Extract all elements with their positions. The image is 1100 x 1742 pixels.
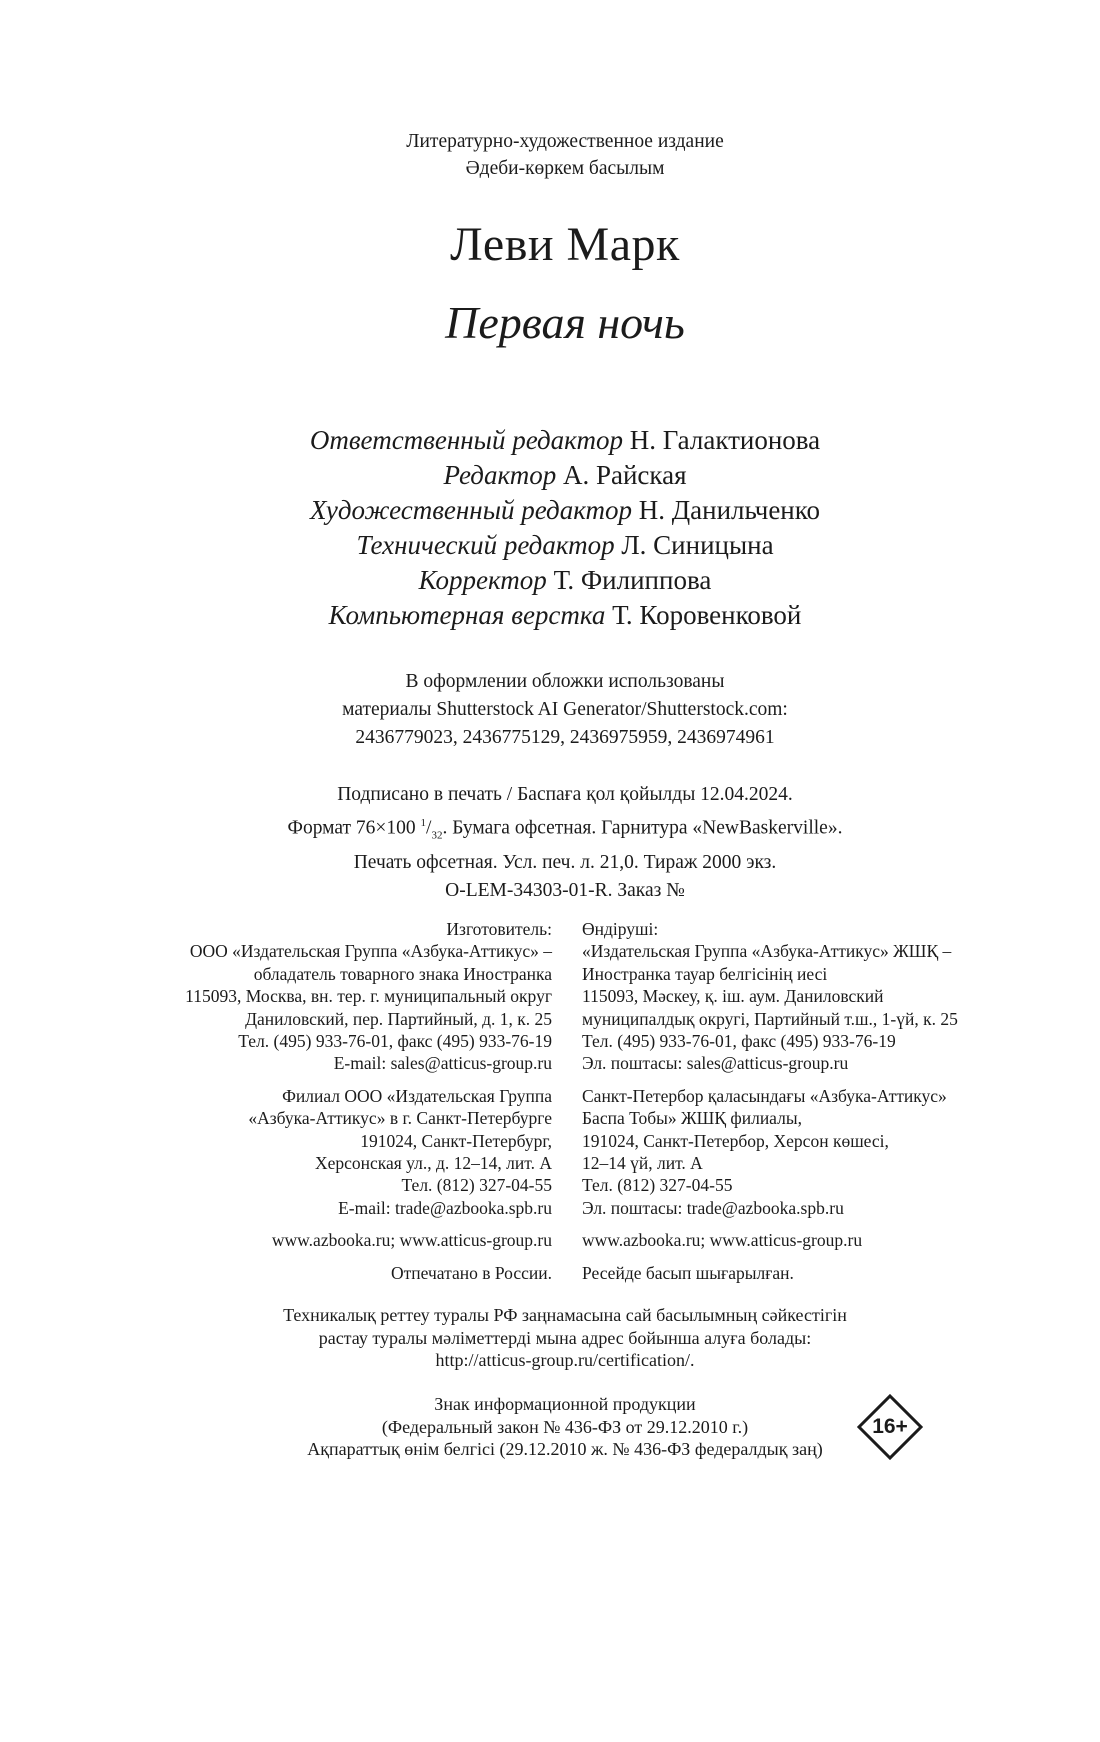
- format-prefix: Формат 76×100: [287, 817, 421, 839]
- branch-line: 191024, Санкт-Петербург,: [360, 1130, 552, 1151]
- staff-role: Редактор: [443, 460, 557, 490]
- staff-person: А. Райская: [562, 460, 687, 490]
- staff-role: Компьютерная верстка: [328, 600, 606, 630]
- staff-line: [0, 598, 1100, 633]
- staff-credits: [0, 423, 1100, 633]
- staff-role: Корректор: [418, 565, 547, 595]
- manufacturer-line: муниципалдық округі, Партийный т.ш., 1-үй, к. 25: [582, 1008, 958, 1029]
- manufacturer-line: Даниловский, пер. Партийный, д. 1, к. 25: [245, 1008, 552, 1029]
- manufacturer-line: Өндіруші:: [582, 919, 659, 939]
- branch-line: Херсонская ул., д. 12–14, лит. А: [314, 1153, 552, 1174]
- print-info: [0, 781, 1100, 905]
- manufacturer-line: Иностранка тауар белгісінің иесі: [582, 963, 828, 984]
- staff-person: Т. Филиппова: [553, 565, 712, 595]
- edition-type: [0, 128, 1100, 182]
- certification-line: растау туралы мәліметтерді мына адрес бойынша алуға болады:: [318, 1327, 812, 1348]
- manufacturer-line: 115093, Москва, вн. тер. г. муниципальный округ: [185, 986, 552, 1007]
- websites-line: www.azbooka.ru; www.atticus-group.ru: [582, 1230, 863, 1251]
- branch-line: Санкт-Петербор қаласындағы «Азбука-Аттикус»: [582, 1085, 947, 1106]
- staff-line: [0, 458, 1100, 493]
- info-sign-line: Ақпараттық өнім белгісі (29.12.2010 ж. № 436-ФЗ федералдық заң): [307, 1439, 823, 1459]
- manufacturer-line: 115093, Мәскеу, қ. іш. аум. Даниловский: [582, 986, 884, 1007]
- branch-line: Тел. (812) 327-04-55: [401, 1175, 552, 1196]
- cover-credits: [0, 668, 1100, 752]
- branch-line: «Азбука-Аттикус» в г. Санкт-Петербурге: [248, 1108, 552, 1129]
- manufacturer-line: «Издательская Группа «Азбука-Аттикус» ЖШҚ –: [582, 941, 952, 962]
- branch-email: E-mail: trade@azbooka.spb.ru: [338, 1197, 552, 1218]
- column-kazakh: [582, 918, 1022, 1284]
- websites-line: www.azbooka.ru; www.atticus-group.ru: [271, 1230, 552, 1251]
- manufacturer-line: ООО «Издательская Группа «Азбука-Аттикус» –: [189, 941, 552, 962]
- manufacturer-line: обладатель товарного знака Иностранка: [253, 963, 552, 984]
- cover-credit-line: 2436779023, 2436775129, 2436975959, 2436974961: [355, 727, 775, 748]
- manufacturer-line: Изготовитель:: [446, 919, 552, 939]
- author-name: Леви Марк: [450, 218, 680, 271]
- branch-line: Баспа Тобы» ЖШҚ филиалы,: [582, 1108, 802, 1129]
- staff-person: Н. Данильченко: [638, 495, 821, 525]
- format-numerator: 1: [420, 817, 427, 829]
- manufacturer-line: Тел. (495) 933-76-01, факс (495) 933-76-19: [582, 1031, 896, 1052]
- edition-type-ru: Литературно-художественное издание: [406, 131, 724, 152]
- staff-line: [0, 493, 1100, 528]
- format-slash: /: [426, 817, 432, 839]
- branch-line: 12–14 үй, лит. А: [582, 1153, 703, 1174]
- certification-line: Техникалық реттеу туралы РФ заңнамасына сай басылымның сәйкестігін: [283, 1305, 847, 1325]
- staff-line: [0, 528, 1100, 563]
- staff-person: Т. Коровенковой: [612, 600, 802, 630]
- manufacturer-email: Эл. поштасы: sales@atticus-group.ru: [582, 1053, 849, 1074]
- edition-type-kz: Әдеби-көркем басылым: [465, 158, 665, 179]
- format-line: [0, 809, 1100, 849]
- cover-credit-line: В оформлении обложки использованы: [405, 671, 725, 692]
- branch-line: Тел. (812) 327-04-55: [582, 1175, 733, 1196]
- format-denominator: 32: [431, 829, 443, 842]
- staff-line: [0, 423, 1100, 458]
- staff-line: [0, 563, 1100, 598]
- staff-role: Художественный редактор: [309, 495, 632, 525]
- print-line: Печать офсетная. Усл. печ. л. 21,0. Тираж 2000 экз.: [353, 852, 777, 874]
- staff-role: Ответственный редактор: [309, 425, 623, 455]
- age-rating-label: 16+: [872, 1415, 908, 1438]
- book-title: Первая ночь: [445, 297, 685, 348]
- printed-in-line: Ресейде басып шығарылған.: [582, 1262, 794, 1283]
- info-product-sign: [0, 1393, 1100, 1461]
- staff-person: Н. Галактионова: [629, 425, 821, 455]
- info-sign-line: (Федеральный закон № 436-ФЗ от 29.12.2010 г.): [381, 1416, 749, 1437]
- cover-credit-line: материалы Shutterstock AI Generator/Shutterstock.com:: [342, 699, 788, 720]
- manufacturer-email: E-mail: sales@atticus-group.ru: [333, 1053, 552, 1074]
- format-suffix: . Бумага офсетная. Гарнитура «NewBaskerville».: [442, 817, 843, 839]
- order-line: O-LEM-34303-01-R. Заказ №: [445, 880, 685, 902]
- branch-email: Эл. поштасы: trade@azbooka.spb.ru: [582, 1197, 844, 1218]
- info-sign-line: Знак информационной продукции: [434, 1394, 696, 1414]
- staff-person: Л. Синицына: [621, 530, 774, 560]
- manufacturer-line: Тел. (495) 933-76-01, факс (495) 933-76-19: [238, 1031, 552, 1052]
- certification-note: [0, 1304, 1100, 1372]
- column-russian: [120, 918, 552, 1284]
- branch-line: Филиал ООО «Издательская Группа: [282, 1085, 552, 1106]
- staff-role: Технический редактор: [356, 530, 615, 560]
- printed-in-line: Отпечатано в России.: [391, 1262, 552, 1283]
- signed-line: Подписано в печать / Баспаға қол қойылды 12.04.2024.: [337, 784, 793, 805]
- certification-url: http://atticus-group.ru/certification/.: [435, 1350, 695, 1370]
- branch-line: 191024, Санкт-Петербор, Херсон көшесі,: [582, 1130, 889, 1151]
